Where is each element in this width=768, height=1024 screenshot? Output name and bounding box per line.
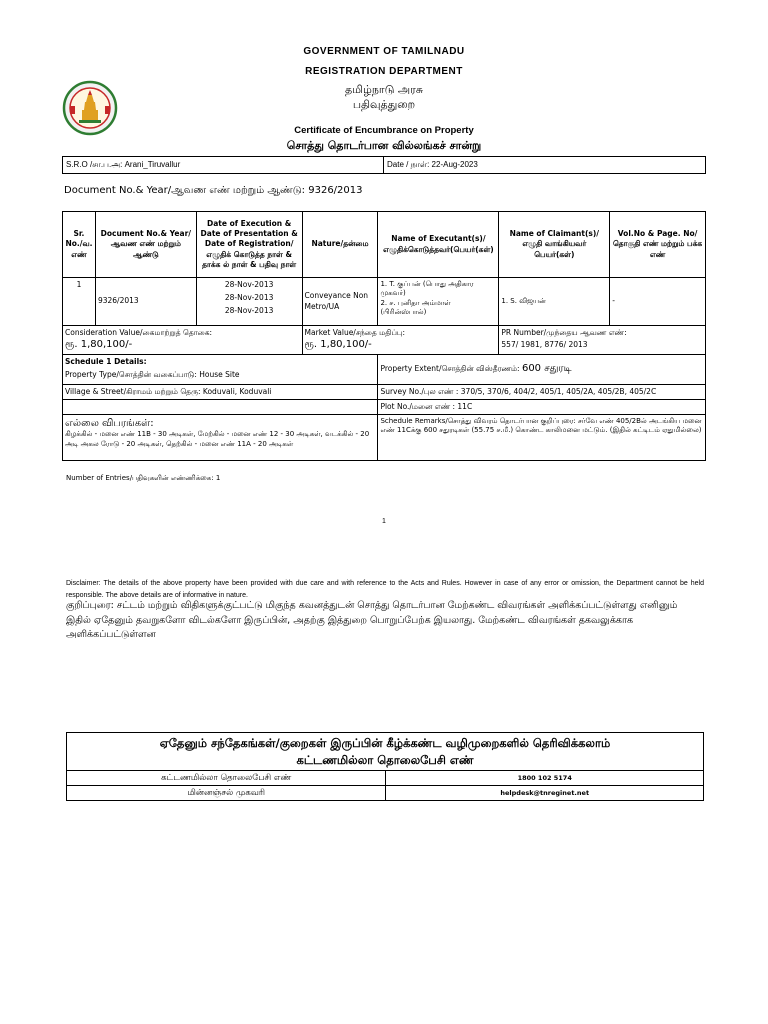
cell-docno: 9326/2013 — [95, 278, 196, 326]
consideration-label: Consideration Value/கைமாற்றுத் தொகை: — [65, 328, 213, 337]
email-link[interactable]: helpdesk@tnreginet.net — [386, 786, 704, 801]
extent-cell — [378, 354, 706, 384]
plot-row — [63, 399, 706, 414]
helpdesk-table — [66, 732, 704, 801]
encumbrance-table — [62, 211, 706, 461]
disclaimer-tamil: குறிப்புரை: சட்டம் மற்றும் விதிகளுக்குட்பட்டு மிகுந்த கவனத்துடன் சொத்து தொடர்பான மேற்கண்ட விவரங்கள் அளிக்கப்பட்டுள்ளது எனினும் இதில் ஏதேனும் தவறுகளோ விடல்களோ இருப்பின், அதற்கு இத்துறை பொறுப்பேற்க இயலாது. மேற்கண்ட விவரங்கள் தகவலுக்காக அளிக்கப்பட்டுள்ளன — [66, 600, 678, 641]
govt-heading-ta: தமிழ்நாடு அரசு — [344, 83, 424, 96]
document-number-value: 9326/2013 — [308, 185, 363, 196]
certificate-title-ta: சொத்து தொடர்பான வில்லங்கச் சான்று — [286, 139, 482, 152]
market-value-label: Market Value/சந்தை மதிப்பு: — [304, 328, 406, 337]
helpdesk-email-row — [67, 786, 704, 801]
dept-heading-ta: பதிவுத்துறை — [352, 98, 416, 111]
extent-value: 600 சதுரடி — [521, 363, 572, 375]
schedule-title: Schedule 1 Details: — [65, 356, 147, 366]
header-docno: Document No.& Year/ ஆவண எண் மற்றும் ஆண்டு — [95, 212, 196, 278]
pr-number-label: PR Number/முந்தைய ஆவண எண்: — [501, 328, 627, 337]
helpdesk-title-row — [67, 733, 704, 771]
executant-1: 1. T. குப்பன் (பொது அதிகார முகவர்) — [380, 280, 474, 298]
cell-nature: Conveyance Non Metro/UA — [302, 278, 378, 326]
cell-volpage: - — [610, 278, 706, 326]
cell-sr: 1 — [63, 278, 96, 326]
govt-heading: GOVERNMENT OF TAMILNADU — [303, 46, 465, 57]
plot-cell: Plot No./மனை எண் : 11C — [378, 399, 706, 414]
sro-label: S.R.O /சா.ப.அ: Arani_Tiruvallur — [66, 160, 181, 169]
header-executants: Name of Executant(s)/ எழுதிக்கொடுத்தவர்(பெயர்(கள்) — [378, 212, 499, 278]
pr-number-value: 557/ 1981, 8776/ 2013 — [501, 340, 588, 350]
schedule-cell — [63, 354, 378, 384]
cell-claimants: 1. S. விஜயன் — [499, 278, 610, 326]
boundary-row — [63, 414, 706, 460]
schedule-row — [63, 354, 706, 384]
boundary-cell — [63, 414, 378, 460]
header-volpage: Vol.No & Page. No/ தொகுதி எண் மற்றும் பக்க எண் — [610, 212, 706, 278]
header-dates: Date of Execution & Date of Presentation & Date of Registration/எழுதிக் கொடுத்த நாள் & தாக்க ல் நாள் & பதிவு நாள் — [196, 212, 302, 278]
cell-executants — [378, 278, 499, 326]
table-row — [63, 278, 706, 326]
consideration-value: ரூ. 1,80,100/- — [65, 339, 133, 351]
helpdesk-title-line1: ஏதேனும் சந்தேகங்கள்/குறைகள் இருப்பின் கீழ்க்கண்ட வழிமுறைகளில் தெரிவிக்கலாம் — [159, 736, 611, 750]
plot-empty-cell — [63, 399, 378, 414]
entries-count: Number of Entries/பதிவுகளின் எண்ணிக்கை: 1 — [66, 474, 221, 482]
document-number-line — [64, 185, 363, 197]
helpdesk-title — [67, 733, 704, 771]
survey-cell: Survey No./புல எண் : 370/5, 370/6, 404/2, 405/1, 405/2A, 405/2B, 405/2C — [378, 384, 706, 399]
remarks-cell: Schedule Remarks/சொத்து விவரம் தொடர்பான குறிப்புரை: சர்வே எண் 405/2Bல் அடங்கிய மனை எண் 11Cக்கு 600 சதுரடிகள் (55.75 ச.மீ.) கொண்ட காலிமனை மட்டும். (இதில் கட்டிடம் ஏதுமில்லை) — [378, 414, 706, 460]
certificate-title: Certificate of Encumbrance on Property — [294, 125, 474, 136]
helpdesk-title-line2: கட்டணமில்லா தொலைபேசி எண் — [296, 752, 474, 767]
executant-2: 2. ச. புனிதா அம்மாள் (பிரின்ஸ்பால்) — [380, 298, 451, 317]
execution-date: 28-Nov-2013 — [224, 280, 274, 289]
phone-label: கட்டணமில்லா தொலைபேசி எண் — [67, 771, 386, 786]
header-sr: Sr. No./வ. எண் — [63, 212, 96, 278]
registration-date: 28-Nov-2013 — [224, 306, 274, 316]
cell-dates — [196, 278, 302, 326]
dept-heading: REGISTRATION DEPARTMENT — [305, 66, 463, 77]
property-type: Property Type/சொத்தின் வகைப்பாடு: House Site — [65, 369, 240, 379]
phone-number[interactable]: 1800 102 5174 — [386, 771, 704, 786]
tamilnadu-emblem-icon — [62, 80, 118, 136]
boundary-title: எல்லை விபரங்கள்: — [65, 417, 154, 429]
email-label: மின்னஞ்சல் முகவரி — [67, 786, 386, 801]
village-cell: Village & Street/கிராமம் மற்றும் தெரு: Koduvali, Koduvali — [63, 384, 378, 399]
pr-number-cell — [499, 326, 706, 355]
consideration-cell — [63, 326, 303, 355]
market-value-cell — [302, 326, 499, 355]
presentation-date: 28-Nov-2013 — [224, 293, 274, 303]
market-value: ரூ. 1,80,100/- — [304, 339, 372, 351]
disclaimer-english: Disclaimer: The details of the above property have been provided with due care and with reference to the Acts and Rules. However in case of any error or omission, the Department cannot be held responsible. The above details are of informative in nature. — [66, 580, 704, 599]
header-nature: Nature/தன்மை — [302, 212, 378, 278]
helpdesk-phone-row — [67, 771, 704, 786]
date-label: Date / நாள்: 22-Aug-2023 — [387, 160, 478, 169]
extent-label: Property Extent/சொத்தின் விஸ்தீரணம்: — [380, 364, 520, 374]
sro-date-row — [62, 156, 706, 174]
table-header-row — [63, 212, 706, 278]
page-number: 1 — [382, 518, 386, 525]
document-number-label: Document No.& Year/ஆவண எண் மற்றும் ஆண்டு: — [64, 185, 306, 196]
header-claimants: Name of Claimant(s)/ எழுதி வாங்கியவர் பெயர்(கள்) — [499, 212, 610, 278]
value-row — [63, 326, 706, 355]
village-row — [63, 384, 706, 399]
boundary-text: கிழக்கில் - மனை எண் 11B - 30 அடிகள், மேற்கில் - மனை எண் 12 - 30 அடிகள், வடக்கில் - 20 அடி அகல ரோடு - 20 அடிகள், தெற்கில் - மனை எண் 11A - 20 அடிகள் — [65, 430, 370, 448]
